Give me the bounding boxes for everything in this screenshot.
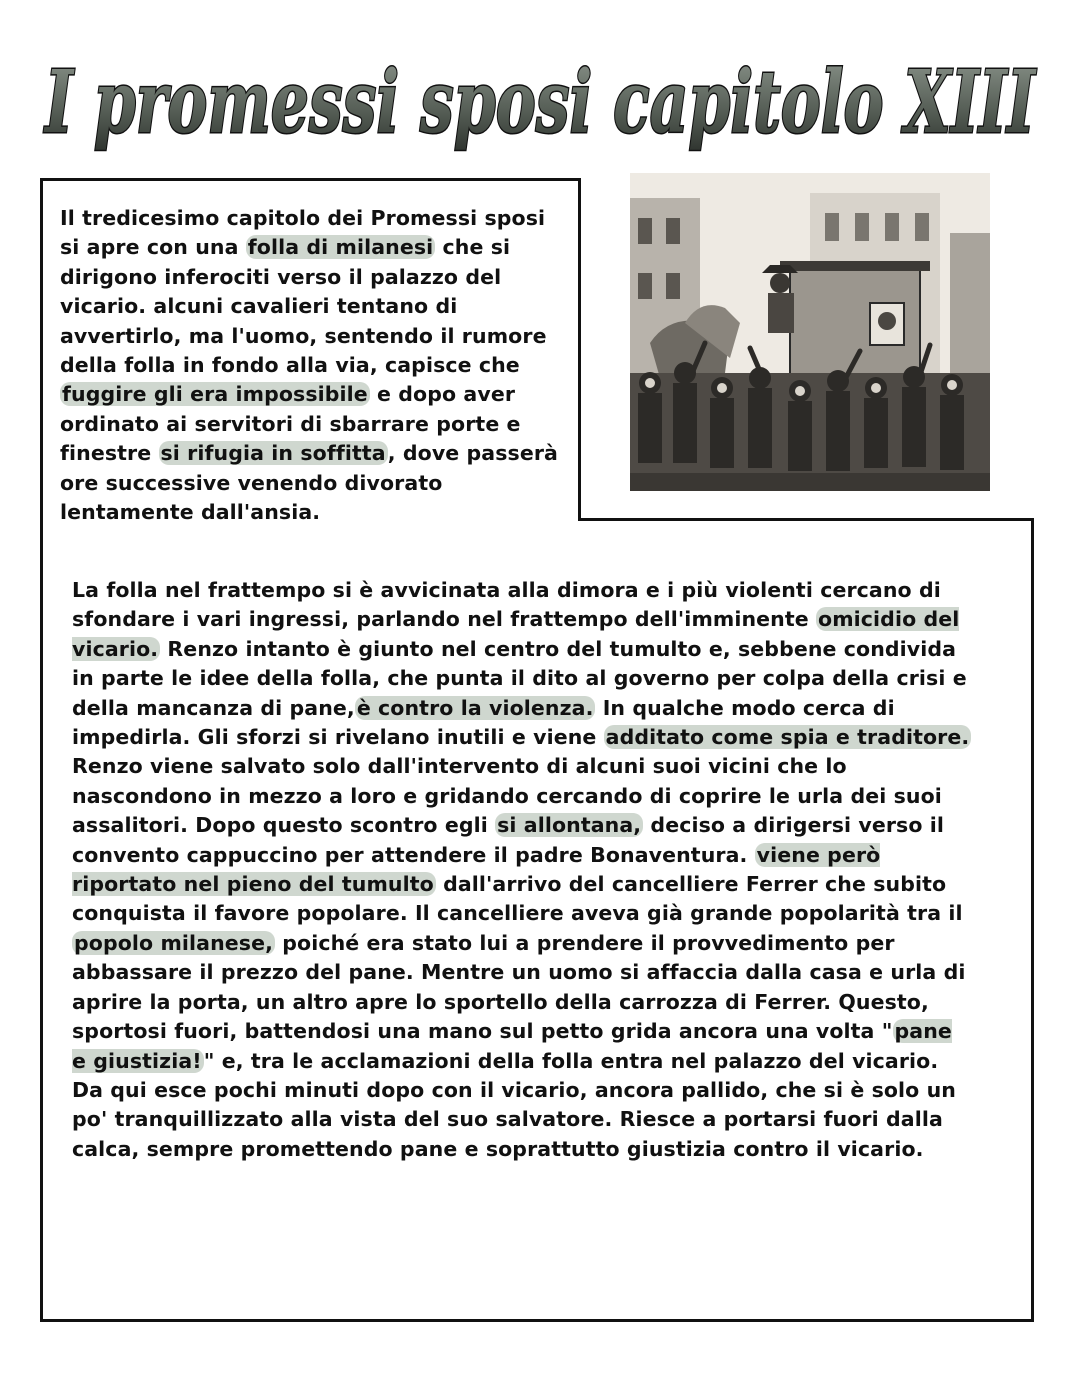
body-text-3: In qualche modo cerca di impedirla. Gli sforzi si rivelano inutili e viene: [72, 695, 895, 750]
title-text: I promessi sposi capitolo XIII: [42, 52, 1037, 153]
body-highlight-3: additato come spia e traditore.: [605, 725, 970, 750]
body-highlight-7: pane e giustizia!: [72, 1019, 952, 1073]
title-lettering: [20, 40, 1060, 170]
engraving-drawing: [630, 173, 990, 491]
body-text-8: " e, tra le acclamazioni della folla entra nel palazzo del vicario. Da qui esce pochi minuti dopo con il vicario, ancora pallido, che si è solo un po' tranquillizzato alla vista del suo salvatore. Riesce a portarsi fuori dalla calca, sempre promettendo pane e soprattutto giustizia contro il vicario.: [72, 1048, 956, 1161]
body-highlight-4: si allontana,: [497, 813, 642, 838]
intro-paragraph: [60, 204, 570, 527]
body-highlight-1: omicidio del vicario.: [72, 607, 960, 661]
page-title: [20, 40, 1060, 170]
intro-text-1: Il tredicesimo capitolo dei Promessi sposi si apre con una: [60, 206, 546, 260]
body-text-2: Renzo intanto è giunto nel centro del tumulto e, sebbene condivida in parte le idee della folla, che punta il dito al governo per colpa della crisi e della mancanza di pane,: [72, 636, 967, 720]
intro-highlight-3: si rifugia in soffitta: [160, 441, 386, 466]
crowd-engraving-image: [630, 173, 990, 491]
body-paragraph: [72, 576, 972, 1164]
body-text-1: La folla nel frattempo si è avvicinata alla dimora e i più violenti cercano di sfondare i vari ingressi, parlando nel frattempo dell'imminente: [72, 578, 941, 632]
body-text-6: dall'arrivo del cancelliere Ferrer che subito conquista il favore popolare. Il cancelliere aveva già grande popolarità tra il: [72, 872, 963, 926]
body-text-7: poiché era stato lui a prendere il provvedimento per abbassare il prezzo del pane. Mentre un uomo si affaccia dalla casa e urla di aprire la porta, un altro apre lo sportello della carrozza di Ferrer. Questo, sportosi fuori, battendosi una mano sul petto grida ancora una volta ": [72, 930, 966, 1044]
body-highlight-5: viene però riportato nel pieno del tumulto: [72, 842, 881, 897]
body-text-4: Renzo viene salvato solo dall'intervento di alcuni suoi vicini che lo nascondono in mezzo a loro e gridando cercando di coprire le urla dei suoi assalitori. Dopo questo scontro egli: [72, 754, 942, 838]
body-text-5: deciso a dirigersi verso il convento cappuccino per attendere il padre Bonaventura.: [72, 813, 945, 867]
intro-text-2: che si dirigono inferociti verso il palazzo del vicario. alcuni cavalieri tentano di avvertirlo, ma l'uomo, sentendo il rumore della folla in fondo alla via, capisce che: [60, 235, 547, 378]
intro-highlight-1: folla di milanesi: [247, 235, 434, 260]
body-highlight-6: popolo milanese,: [74, 930, 274, 955]
intro-text-4: , dove passerà ore successive venendo divorato lentamente dall'ansia.: [60, 441, 558, 525]
body-highlight-2: è contro la violenza.: [356, 695, 594, 720]
intro-text-3: e dopo aver ordinato ai servitori di sbarrare porte e finestre: [60, 382, 521, 466]
intro-highlight-2: fuggire gli era impossibile: [62, 382, 368, 407]
